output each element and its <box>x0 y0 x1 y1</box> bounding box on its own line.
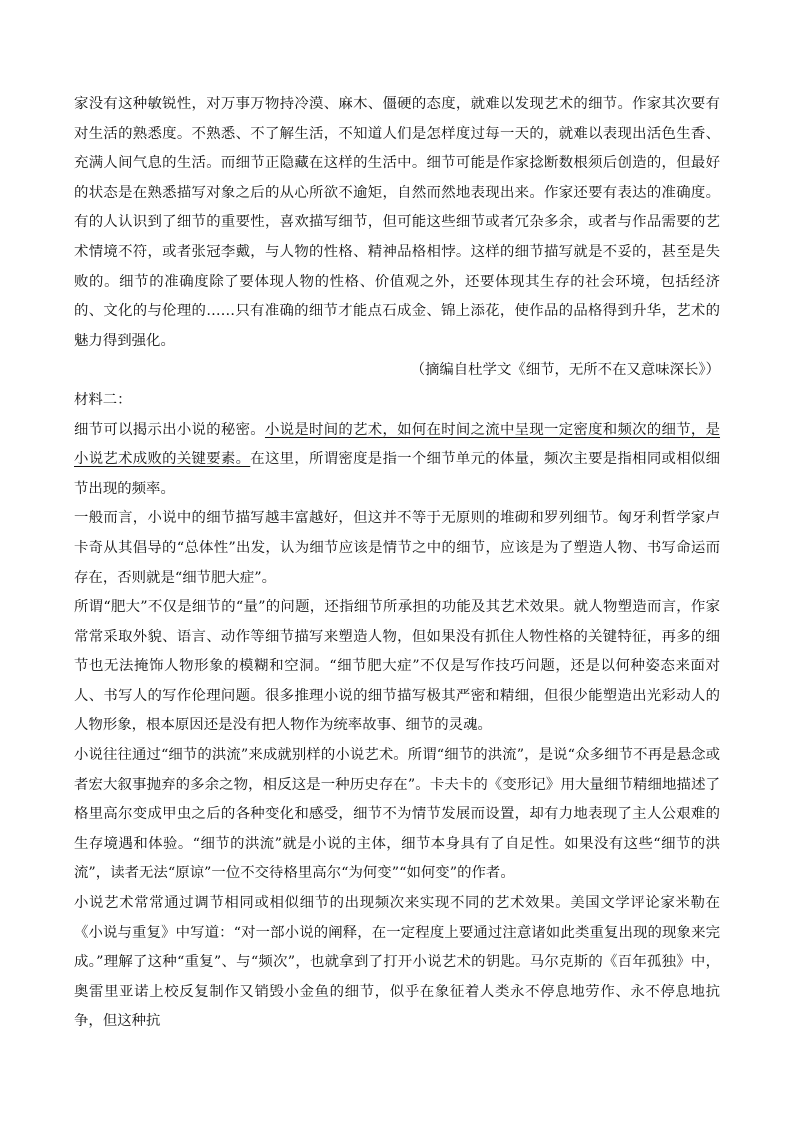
material-two-paragraph-2: 一般而言，小说中的细节描写越丰富越好，但这并不等于无原则的堆砌和罗列细节。匈牙利哲学家卢卡奇从其倡导的“总体性”出发，认为细节应该是情节之中的细节，应该是为了塑造人物、书写命运而存在，否则就是“细节肥大症”。 <box>74 510 720 586</box>
material-two-paragraph-5: 小说艺术常常通过调节相同或相似细节的出现频次来实现不同的艺术效果。美国文学评论家米勒在《小说与重复》中写道：“对一部小说的阐释，在一定程度上要通过注意诸如此类重复出现的现象来完成。”理解了这种“重复”、与“频次”，也就拿到了打开小说艺术的钥匙。马尔克斯的《百年孤独》中，奥雷里亚诺上校反复制作又销毁小金鱼的细节，似乎在象征着人类永不停息地劳作、永不停息地抗争，但这种抗 <box>74 895 720 1030</box>
material-one-paragraph: 家没有这种敏锐性，对万事万物持冷漠、麻木、僵硬的态度，就难以发现艺术的细节。作家其次要有对生活的熟悉度。不熟悉、不了解生活，不知道人们是怎样度过每一天的，就难以表现出活色生香、充满人间气息的生活。而细节正隐藏在这样的生活中。细节可能是作家捻断数根须后创造的，但最好的状态是在熟悉描写对象之后的从心所欲不逾矩，自然而然地表现出来。作家还要有表达的准确度。有的人认识到了细节的重要性，喜欢描写细节，但可能这些细节或者冗杂多余，或者与作品需要的艺术情境不符，或者张冠李戴，与人物的性格、精神品格相悖。这样的细节描写就是不妥的，甚至是失败的。细节的准确度除了要体现人物的性格、价值观之外，还要体现其生存的社会环境，包括经济的、文化的与伦理的……只有准确的细节才能点石成金、锦上添花，使作品的品格得到升华，艺术的魅力得到强化。 <box>74 96 720 349</box>
material-two-paragraph-1 <box>74 416 720 505</box>
paragraph-1-underlined-sentence: 小说是时间的艺术，如何在时间之流中呈现一定密度和频次的细节，是小说艺术成败的关键要素。 <box>74 421 721 468</box>
material-one-source: （摘编自杜学文《细节，无所不在又意味深长》） <box>410 362 720 379</box>
material-two-paragraph-4: 小说往往通过“细节的洪流”来成就别样的小说艺术。所谓“细节的洪流”，是说“众多细节不再是悬念或者宏大叙事抛弃的多余之物，相反这是一种历史存在”。卡夫卡的《变形记》用大量细节精细地描述了格里高尔变成甲虫之后的各种变化和感受，细节不为情节发展而设置，却有力地表现了主人公艰难的生存境遇和体验。“细节的洪流”就是小说的主体，细节本身具有了自足性。如果没有这些“细节的洪流”，读者无法“原谅”一位不交待格里高尔“为何变”“如何变”的作者。 <box>74 747 720 882</box>
paragraph-1-intro: 细节可以揭示出小说的秘密。 <box>74 421 265 438</box>
material-two-paragraph-3: 所谓“肥大”不仅是细节的“量”的问题，还指细节所承担的功能及其艺术效果。就人物塑造而言，作家常常采取外貌、语言、动作等细节描写来塑造人物，但如果没有抓住人物性格的关键特征，再多的细节也无法掩饰人物形象的模糊和空洞。“细节肥大症”不仅是写作技巧问题，还是以何种姿态来面对人、书写人的写作伦理问题。很多推理小说的细节描写极其严密和精细，但很少能塑造出光彩动人的人物形象，根本原因还是没有把人物作为统率故事、细节的灵魂。 <box>74 599 720 734</box>
material-two-heading: 材料二： <box>74 391 132 408</box>
document-page <box>74 90 720 1037</box>
paragraph-1-rest: 在这里，所谓密度是指一个细节单元的体量，频次主要是指相同或相似细节出现的频率。 <box>74 451 720 497</box>
